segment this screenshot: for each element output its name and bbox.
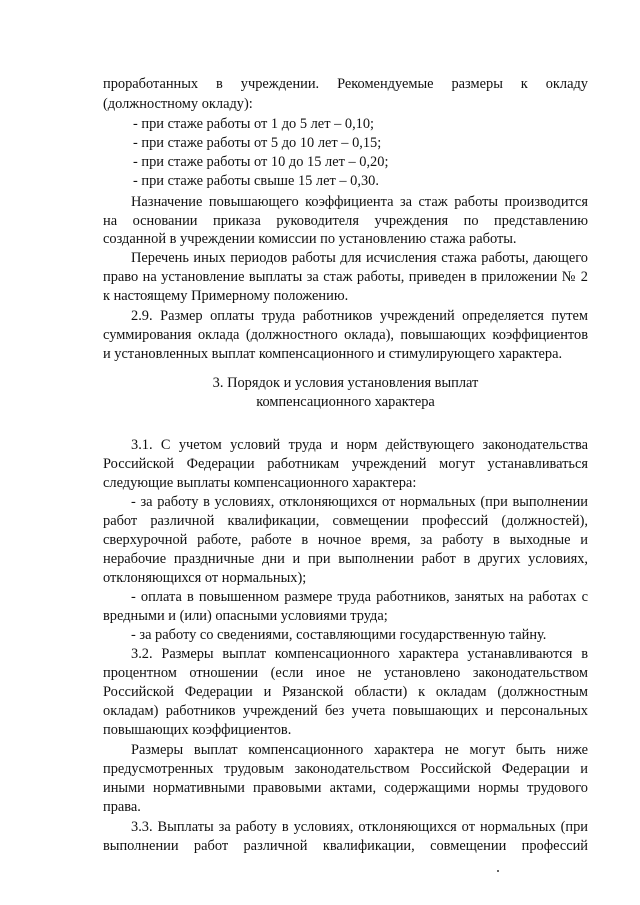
list-item: - при стаже работы от 10 до 15 лет – 0,20; <box>133 154 389 170</box>
paragraph-line: Российской Федерации работникам учреждений могут устанавливаться <box>103 456 588 472</box>
paragraph-line: предусмотренных трудовым законодательством Российской Федерации и <box>103 761 588 777</box>
paragraph-line: 3.2. Размеры выплат компенсационного характера устанавливаются в <box>131 646 588 662</box>
paragraph-line: права. <box>103 799 141 815</box>
list-item: - оплата в повышенном размере труда работников, занятых на работах с <box>131 589 588 605</box>
list-item: вредными и (или) опасными условиями труда; <box>103 608 388 624</box>
list-item: - за работу со сведениями, составляющими государственную тайну. <box>131 627 547 643</box>
section-heading: 3. Порядок и условия установления выплат <box>212 375 479 391</box>
paragraph-line: Перечень иных периодов работы для исчисления стажа работы, дающего <box>131 250 588 266</box>
paragraph-line: процентном отношении (если иное не установлено законодательством <box>103 665 588 681</box>
paragraph-line: окладам) работников учреждений без учета повышающих и персональных <box>103 703 588 719</box>
paragraph-line: и установленных выплат компенсационного и стимулирующего характера. <box>103 346 563 362</box>
text-line: проработанных в учреждении. Рекомендуемые размеры к окладу <box>103 76 588 92</box>
list-item: - при стаже работы свыше 15 лет – 0,30. <box>133 173 379 189</box>
paragraph-line: 2.9. Размер оплаты труда работников учреждений определяется путем <box>131 308 588 324</box>
list-item: отклоняющихся от нормальных); <box>103 570 307 586</box>
list-item: работ различной квалификации, совмещении профессий (должностей), <box>103 513 588 529</box>
list-item: - при стаже работы от 5 до 10 лет – 0,15; <box>133 135 382 151</box>
section-heading: компенсационного характера <box>256 394 435 410</box>
paragraph-line: 3.1. С учетом условий труда и норм действующего законодательства <box>131 437 588 453</box>
list-item: сверхурочной работе, работе в ночное время, за работу в выходные и <box>103 532 588 548</box>
paragraph-line: Размеры выплат компенсационного характера не могут быть ниже <box>131 742 588 758</box>
paragraph-line: суммирования оклада (должностного оклада), повышающих коэффициентов <box>103 327 588 343</box>
paragraph-line: на основании приказа руководителя учреждения по представлению <box>103 213 588 229</box>
list-item: - за работу в условиях, отклоняющихся от нормальных (при выполнении <box>131 494 588 510</box>
paragraph-line: следующие выплаты компенсационного характера: <box>103 475 417 491</box>
text-line: (должностному окладу): <box>103 96 253 112</box>
list-item: нерабочие праздничные дни и при выполнении работ в других условиях, <box>103 551 588 567</box>
scan-speck <box>497 870 499 872</box>
paragraph-line: к настоящему Примерному положению. <box>103 288 349 304</box>
list-item: - при стаже работы от 1 до 5 лет – 0,10; <box>133 116 375 132</box>
paragraph-line: Назначение повышающего коэффициента за стаж работы производится <box>131 194 588 210</box>
paragraph-line: выполнении работ различной квалификации, совмещении профессий <box>103 838 588 854</box>
paragraph-line: иными нормативными правовыми актами, содержащими нормы трудового <box>103 780 588 796</box>
paragraph-line: Российской Федерации и Рязанской области) к окладам (должностным <box>103 684 588 700</box>
paragraph-line: право на установление выплаты за стаж работы, приведен в приложении № 2 <box>103 269 588 285</box>
paragraph-line: 3.3. Выплаты за работу в условиях, отклоняющихся от нормальных (при <box>131 819 588 835</box>
paragraph-line: повышающих коэффициентов. <box>103 722 292 738</box>
paragraph-line: созданной в учреждении комиссии по установлению стажа работы. <box>103 231 517 247</box>
